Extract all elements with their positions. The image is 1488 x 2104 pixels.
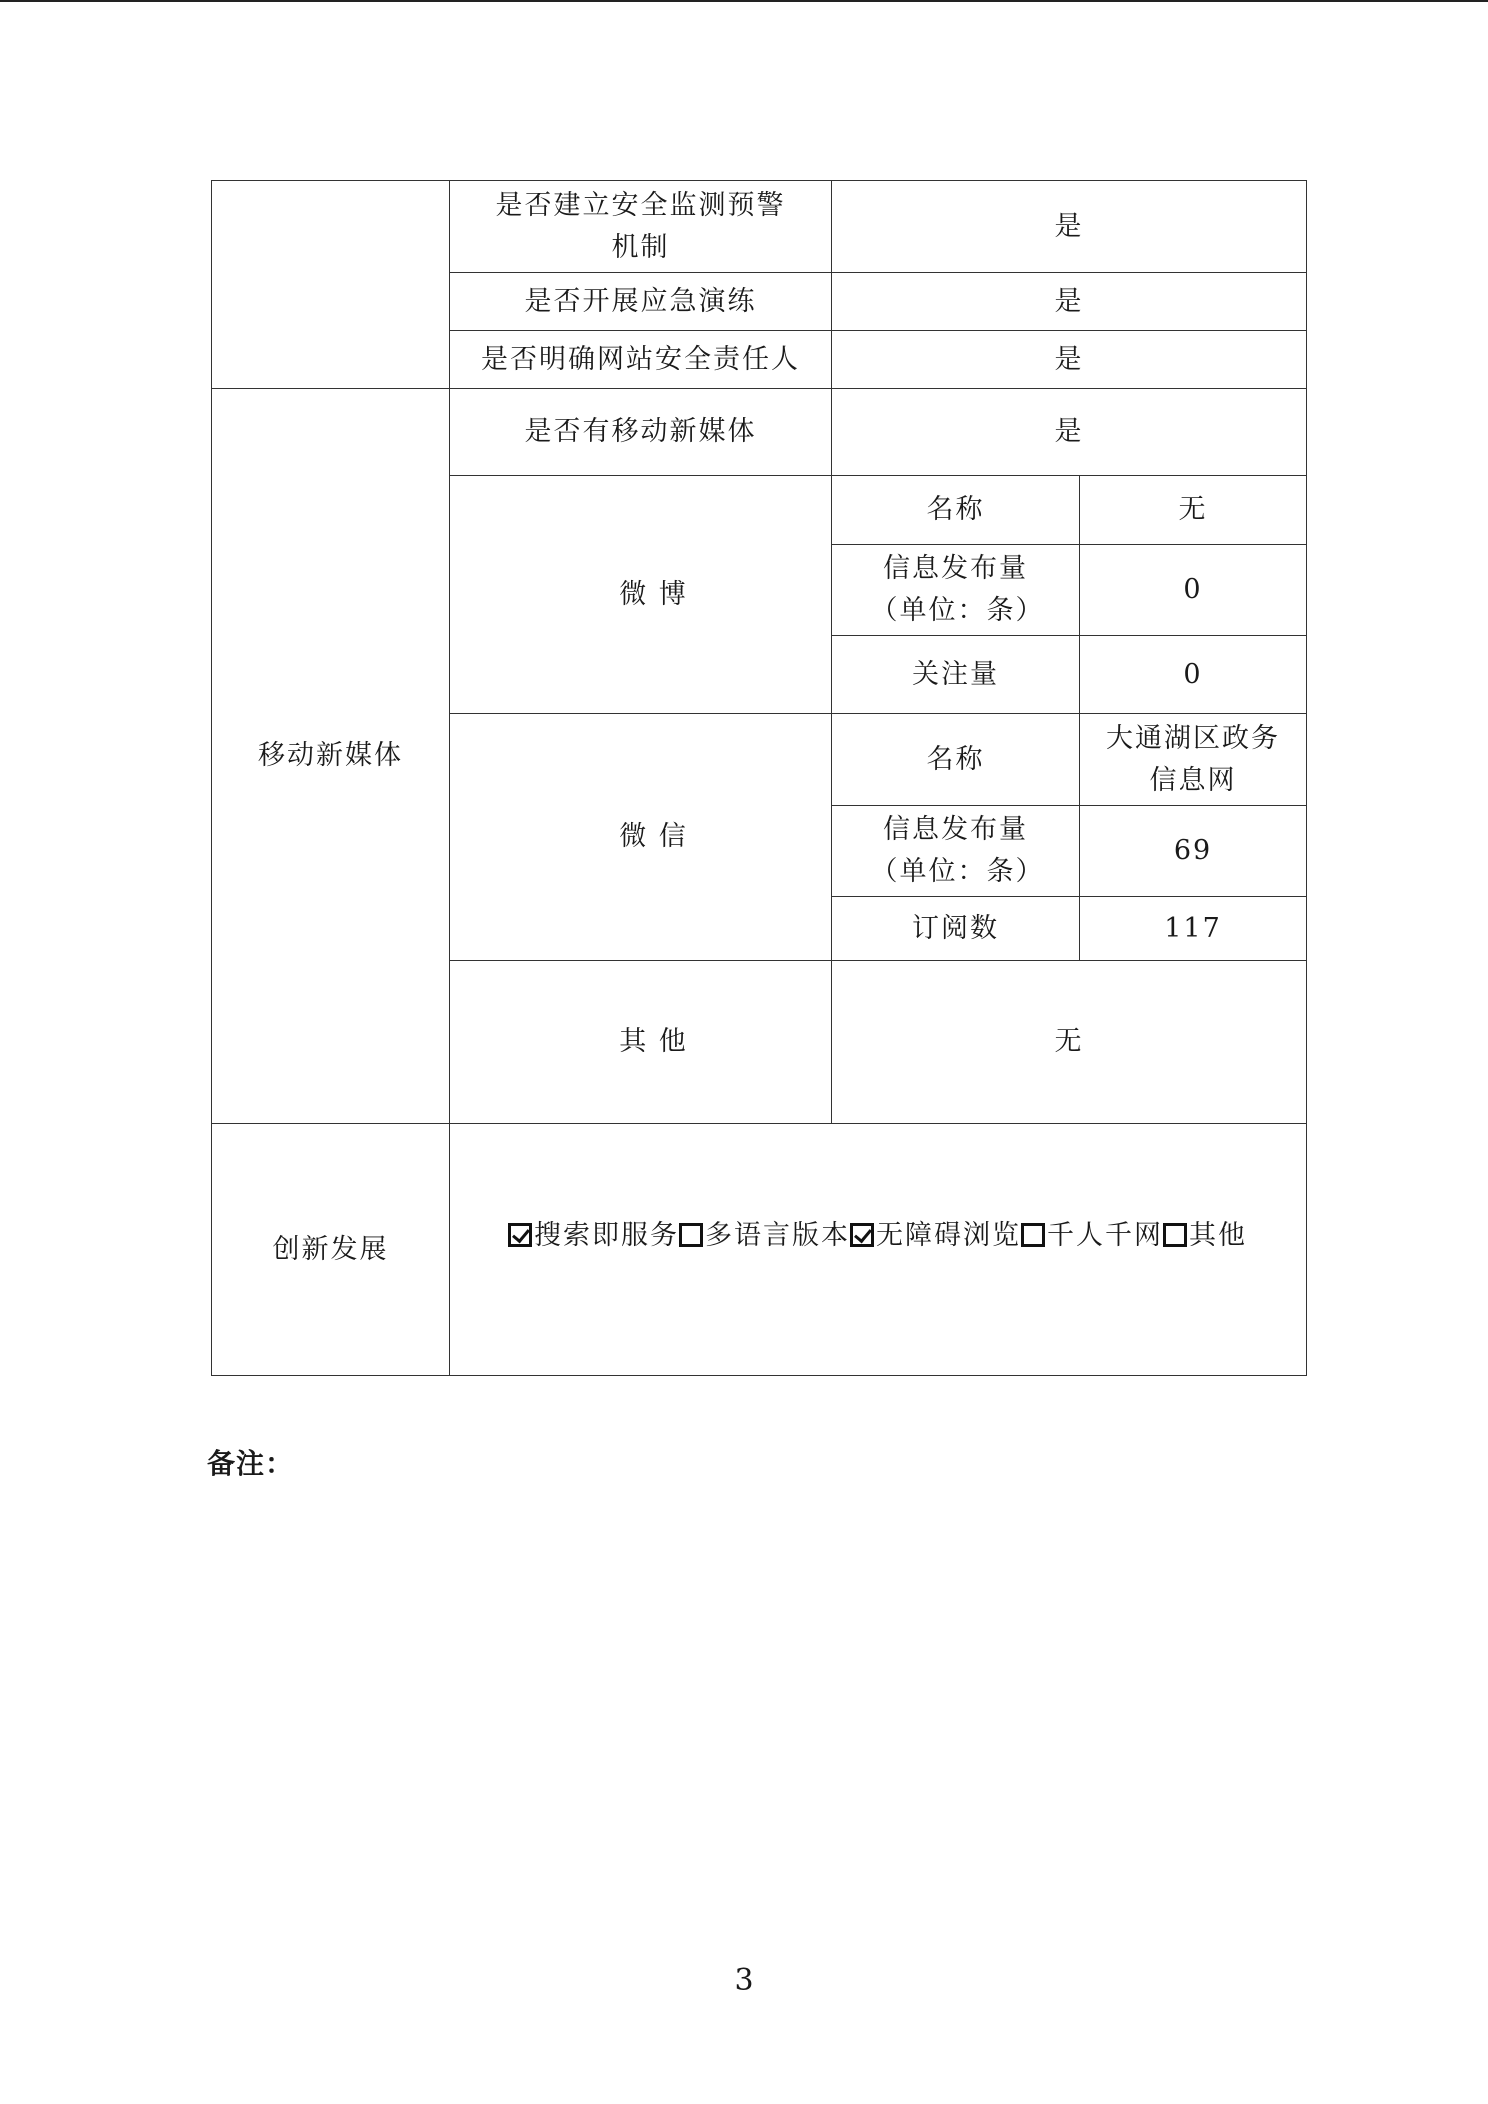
row-warning-value: 是 xyxy=(832,181,1307,273)
weibo-posts-label: 信息发布量（单位：条） xyxy=(832,545,1080,636)
table-row xyxy=(212,1124,1307,1376)
section-media-label: 移动新媒体 xyxy=(212,389,450,1124)
wechat-posts-label: 信息发布量（单位：条） xyxy=(832,806,1080,897)
table-row xyxy=(212,389,1307,476)
checkbox-empty-icon[interactable] xyxy=(1021,1223,1045,1247)
wechat-name-value: 大通湖区政务信息网 xyxy=(1080,714,1307,806)
innovation-option[interactable] xyxy=(508,1220,679,1251)
innovation-option-label: 千人千网 xyxy=(1047,1219,1163,1251)
section-innovation-label: 创新发展 xyxy=(212,1124,450,1376)
innovation-option[interactable] xyxy=(1163,1220,1247,1251)
weibo-name-value: 无 xyxy=(1080,476,1307,545)
top-rule xyxy=(0,0,1488,2)
innovation-option[interactable] xyxy=(1021,1220,1163,1251)
report-table xyxy=(211,180,1307,1376)
page-number: 3 xyxy=(734,1963,754,1998)
row-drill-label: 是否开展应急演练 xyxy=(450,273,832,331)
innovation-option-label: 多语言版本 xyxy=(705,1219,850,1251)
row-has-media-value: 是 xyxy=(832,389,1307,476)
checkbox-checked-icon[interactable] xyxy=(850,1223,874,1247)
section-cell-empty xyxy=(212,181,450,389)
weibo-label: 微 博 xyxy=(450,476,832,714)
innovation-option-label: 无障碍浏览 xyxy=(876,1219,1021,1251)
other-value: 无 xyxy=(832,961,1307,1124)
table-row xyxy=(212,181,1307,273)
row-warning-label: 是否建立安全监测预警机制 xyxy=(450,181,832,273)
weibo-followers-value: 0 xyxy=(1080,636,1307,714)
row-has-media-label: 是否有移动新媒体 xyxy=(450,389,832,476)
wechat-subs-value: 117 xyxy=(1080,897,1307,961)
row-responsible-value: 是 xyxy=(832,331,1307,389)
innovation-options xyxy=(450,1124,1307,1376)
wechat-posts-value: 69 xyxy=(1080,806,1307,897)
wechat-subs-label: 订阅数 xyxy=(832,897,1080,961)
wechat-name-label: 名称 xyxy=(832,714,1080,806)
row-responsible-label: 是否明确网站安全责任人 xyxy=(450,331,832,389)
innovation-option-label: 其他 xyxy=(1189,1219,1247,1251)
weibo-name-label: 名称 xyxy=(832,476,1080,545)
weibo-followers-label: 关注量 xyxy=(832,636,1080,714)
other-label: 其 他 xyxy=(450,961,832,1124)
innovation-option[interactable] xyxy=(679,1220,850,1251)
weibo-posts-value: 0 xyxy=(1080,545,1307,636)
checkbox-empty-icon[interactable] xyxy=(1163,1223,1187,1247)
row-drill-value: 是 xyxy=(832,273,1307,331)
checkbox-empty-icon[interactable] xyxy=(679,1223,703,1247)
innovation-option-label: 搜索即服务 xyxy=(534,1219,679,1251)
note-label: 备注： xyxy=(207,1447,295,1480)
wechat-label: 微 信 xyxy=(450,714,832,961)
innovation-option[interactable] xyxy=(850,1220,1021,1251)
checkbox-checked-icon[interactable] xyxy=(508,1223,532,1247)
